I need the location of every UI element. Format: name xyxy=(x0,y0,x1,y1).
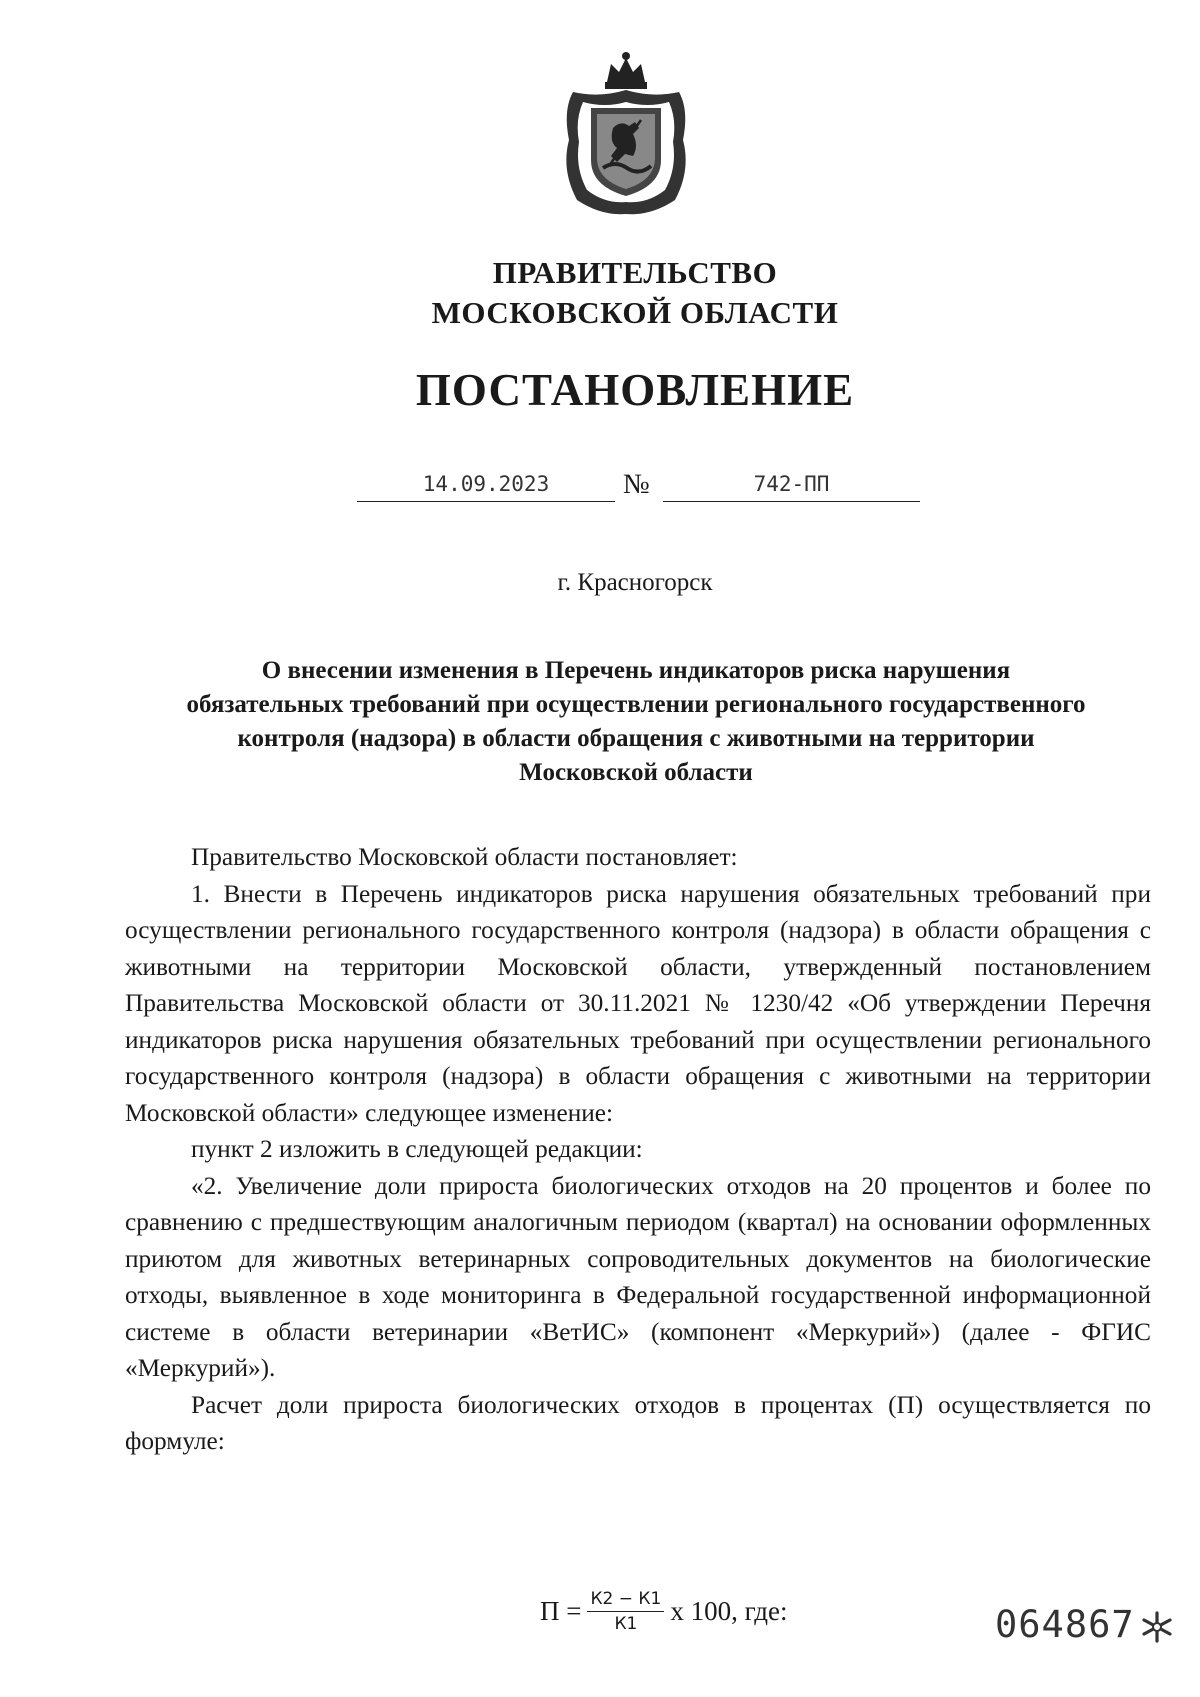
number-sign: № xyxy=(623,469,650,500)
org-name-line1: ПРАВИТЕЛЬСТВО xyxy=(492,255,778,290)
paragraph-formula-lead: Расчет доли прироста биологических отходов в процентах (П) осуществляется по формуле: xyxy=(125,1390,1151,1455)
title-line: О внесении изменения в Перечень индикаторов риска нарушения xyxy=(261,657,1011,684)
document-body xyxy=(125,839,1151,1460)
asterisk-stamp-icon xyxy=(1140,1610,1174,1644)
formula xyxy=(540,1578,788,1644)
document-number: 742-ПП xyxy=(663,467,920,502)
document-title xyxy=(120,654,1152,790)
title-line: контроля (надзора) в области обращения с животными на территории xyxy=(237,725,1035,752)
document-date: 14.09.2023 xyxy=(357,467,615,502)
formula-fraction xyxy=(587,1589,664,1634)
city: г. Красногорск xyxy=(557,569,713,596)
serial-number: 064867 xyxy=(995,1603,1135,1646)
formula-lhs: П = xyxy=(540,1595,582,1626)
paragraph-item-1: 1. Внести в Перечень индикаторов риска нарушения обязательных требований при осуществлении регионального государственного контроля (надзора) в области обращения с животными на территории Московской области, утвержденный постановлением Правительства Московской области от 30.11.2021 № 1230/42 «Об утверждении Перечня индикаторов риска нарушения обязательных требований при осуществлении регионального государственного контроля (надзора) в области обращения с животными на территории Московской области» следующее изменение: xyxy=(125,879,1151,1127)
paragraph-amendment-lead: пункт 2 изложить в следующей редакции: xyxy=(191,1135,643,1163)
moscow-oblast-coat-of-arms-icon xyxy=(555,50,697,218)
paragraph-intro: Правительство Московской области постановляет: xyxy=(191,843,738,871)
title-line: обязательных требований при осуществлении регионального государственного xyxy=(186,691,1086,718)
formula-rhs: x 100, где: xyxy=(670,1595,788,1626)
document-type: ПОСТАНОВЛЕНИЕ xyxy=(415,365,855,415)
formula-numerator: К2 − К1 xyxy=(587,1589,664,1612)
paragraph-item-2-text: «2. Увеличение доли прироста биологических отходов на 20 процентов и более по сравнению с предшествующим аналогичным периодом (квартал) на основании оформленных приютом для животных ветеринарных сопроводительных документов на биологические отходы, выявленное в ходе мониторинга в Федеральной государственной информационной системе в области ветеринарии «ВетИС» (компонент «Меркурий») (далее - ФГИС «Меркурий»). xyxy=(125,1171,1151,1382)
formula-denominator: К1 xyxy=(614,1613,638,1634)
org-name-line2: МОСКОВСКОЙ ОБЛАСТИ xyxy=(431,295,839,330)
title-line: Московской области xyxy=(519,759,753,786)
